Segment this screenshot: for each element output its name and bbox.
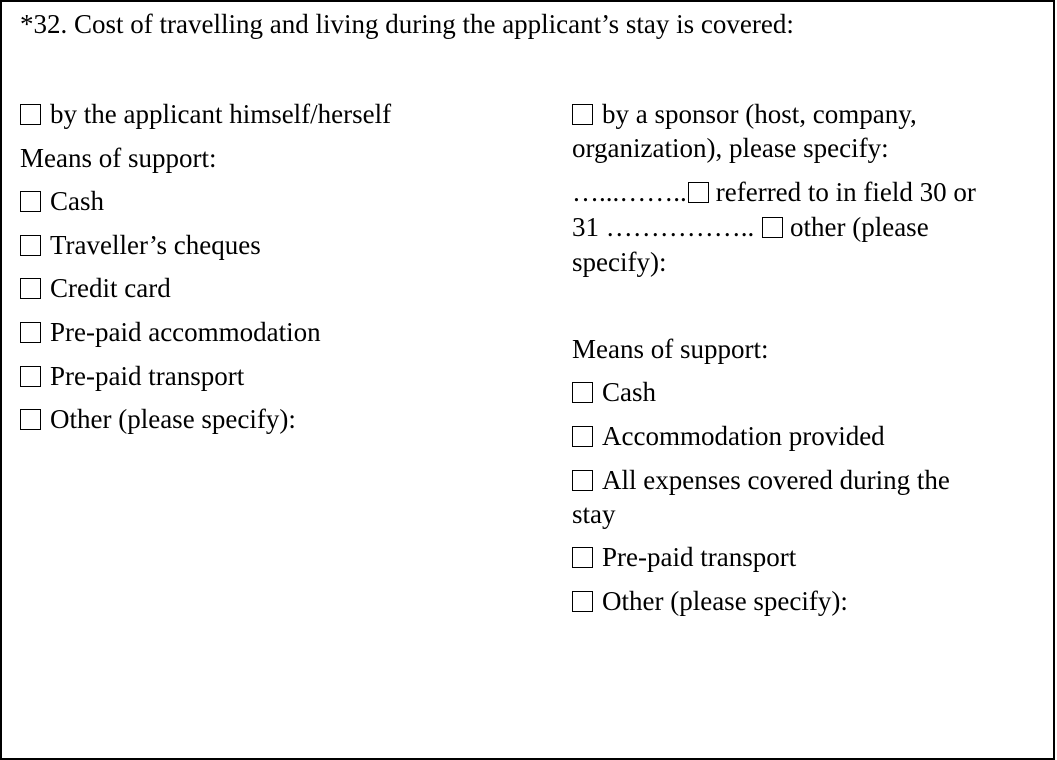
right-option-prepaid-transport[interactable]: Pre-paid transport: [572, 541, 796, 573]
right-option-cash[interactable]: Cash: [572, 376, 656, 408]
checkbox[interactable]: [20, 104, 41, 125]
checkbox[interactable]: [572, 547, 593, 568]
checkbox[interactable]: [20, 322, 41, 343]
checkbox[interactable]: [20, 409, 41, 430]
sponsor-line-2: organization), please specify:: [572, 133, 889, 163]
field-title: *32. Cost of travelling and living during the applicant’s stay is covered:: [20, 9, 794, 39]
right-option-accommodation-provided[interactable]: Accommodation provided: [572, 420, 885, 452]
sponsor-specify-label: specify):: [572, 247, 667, 277]
checkbox[interactable]: [572, 470, 593, 491]
checkbox[interactable]: [572, 104, 593, 125]
left-option-credit-card[interactable]: Credit card: [20, 272, 171, 304]
left-option-travellers-cheques[interactable]: Traveller’s cheques: [20, 229, 261, 261]
sponsor-referred-line: …...…….. referred to in field 30 or: [572, 177, 976, 207]
right-option-other[interactable]: Other (please specify):: [572, 585, 848, 617]
checkbox[interactable]: [20, 278, 41, 299]
right-means-of-support-label: Means of support:: [572, 334, 769, 364]
field-31-dots[interactable]: 31 ……………..: [572, 212, 755, 242]
checkbox[interactable]: [572, 382, 593, 403]
option-applicant-self[interactable]: by the applicant himself/herself: [20, 98, 391, 130]
checkbox-other-sponsor[interactable]: [762, 217, 783, 238]
checkbox-referred-field-30-31[interactable]: [688, 182, 709, 203]
checkbox[interactable]: [20, 366, 41, 387]
left-option-prepaid-accommodation[interactable]: Pre-paid accommodation: [20, 316, 321, 348]
checkbox[interactable]: [20, 235, 41, 256]
sponsor-other-line: 31 …………….. other (please: [572, 212, 929, 242]
option-sponsor[interactable]: by a sponsor (host, company,: [572, 98, 917, 130]
left-option-other[interactable]: Other (please specify):: [20, 403, 296, 435]
checkbox[interactable]: [572, 591, 593, 612]
checkbox[interactable]: [20, 191, 41, 212]
fill-in-dots[interactable]: …...……..: [572, 177, 687, 207]
left-means-of-support-label: Means of support:: [20, 143, 217, 173]
checkbox[interactable]: [572, 426, 593, 447]
left-option-prepaid-transport[interactable]: Pre-paid transport: [20, 360, 244, 392]
left-option-cash[interactable]: Cash: [20, 185, 104, 217]
right-option-all-expenses-wrap: stay: [572, 499, 616, 529]
right-option-all-expenses[interactable]: All expenses covered during the: [572, 464, 950, 496]
